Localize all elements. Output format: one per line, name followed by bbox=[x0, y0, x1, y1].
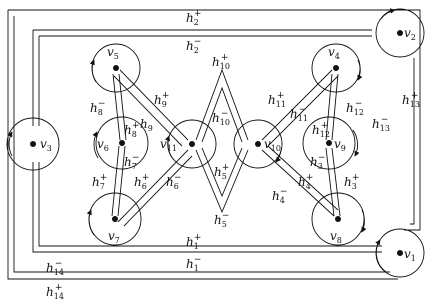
edge-label-h7-minus: $h_7-$ bbox=[124, 153, 140, 171]
edge-h13-right-outer bbox=[398, 10, 420, 230]
outer-band-edges bbox=[8, 10, 420, 279]
edge-label-h11-minus: $h_{11}-$ bbox=[290, 105, 308, 123]
edge-label-h6-minus: $h_6-$ bbox=[166, 173, 182, 191]
vertex-label-v2: $v_2$ bbox=[404, 26, 416, 42]
edge-label-h2-minus: $h_2-$ bbox=[186, 37, 202, 55]
edge-label-h3-plus: $h_3+$ bbox=[344, 173, 360, 191]
vertex-label-v7: $v_7$ bbox=[108, 229, 120, 245]
edge-label-h1-minus: $h_1-$ bbox=[186, 255, 202, 273]
edge-label-h3-minus: $h_3-$ bbox=[310, 153, 326, 171]
vertex-label-v8: $v_8$ bbox=[330, 229, 342, 245]
edge-label-h12-plus: $h_{12}+$ bbox=[312, 121, 330, 139]
vertex-label-v10: $v_{10}$ bbox=[264, 137, 281, 153]
edge-label-h10-plus: $h_{10}+$ bbox=[212, 53, 230, 71]
edge-label-h4-minus: $h_4-$ bbox=[272, 187, 288, 205]
edge-label-h14-plus: $h_{14}+$ bbox=[46, 283, 64, 301]
edge-label-h8-plus: $h_8+$ bbox=[124, 121, 140, 139]
edge-label-h4-plus: $h_4+$ bbox=[298, 173, 314, 191]
edge-h13-right-inner bbox=[410, 58, 414, 224]
vertex-disks bbox=[7, 9, 424, 277]
edge-label-h13-plus: $h_{13}+$ bbox=[402, 91, 420, 109]
vertex-label-v5: $v_5$ bbox=[107, 45, 119, 61]
vertex-label-v6: $v_6$ bbox=[97, 137, 109, 153]
inner-band-edges bbox=[112, 70, 340, 226]
vertex-label-v1: $v_1$ bbox=[404, 247, 416, 263]
edge-label-h6-plus: $h_6+$ bbox=[134, 173, 150, 191]
edge-label-h11-plus: $h_{11}+$ bbox=[268, 91, 286, 109]
edge-label-h12-minus: $h_{12}-$ bbox=[346, 99, 364, 117]
edge-label-h5-plus: $h_5+$ bbox=[214, 163, 230, 181]
edge-label-h9-plus: $h_9+$ bbox=[154, 91, 170, 109]
edge-label-h7-plus: $h_7+$ bbox=[92, 173, 108, 191]
edge-label-h10-minus: $h_{10}-$ bbox=[212, 109, 230, 127]
edge-label-h14-minus: $h_{14}-$ bbox=[46, 259, 64, 277]
edge-label-h1-plus: $h_1+$ bbox=[186, 233, 202, 251]
vertex-label-v3: $v_3$ bbox=[40, 137, 52, 153]
vertex-label-v4: $v_4$ bbox=[328, 45, 340, 61]
edge-label-h8-minus: $h_8-$ bbox=[90, 99, 106, 117]
vertex-label-v9: $v_9$ bbox=[334, 137, 346, 153]
edge-labels bbox=[46, 9, 420, 301]
edge-label-h13-minus: $h_{13}-$ bbox=[372, 115, 390, 133]
vertex-label-v11: $v_{11}$ bbox=[160, 137, 177, 153]
edge-h10 bbox=[196, 70, 248, 142]
edge-label-h5-minus: $h_5-$ bbox=[214, 211, 230, 229]
edge-label-h9: $h_9$ bbox=[140, 117, 153, 133]
edge-label-h2-plus: $h_2+$ bbox=[186, 9, 202, 27]
